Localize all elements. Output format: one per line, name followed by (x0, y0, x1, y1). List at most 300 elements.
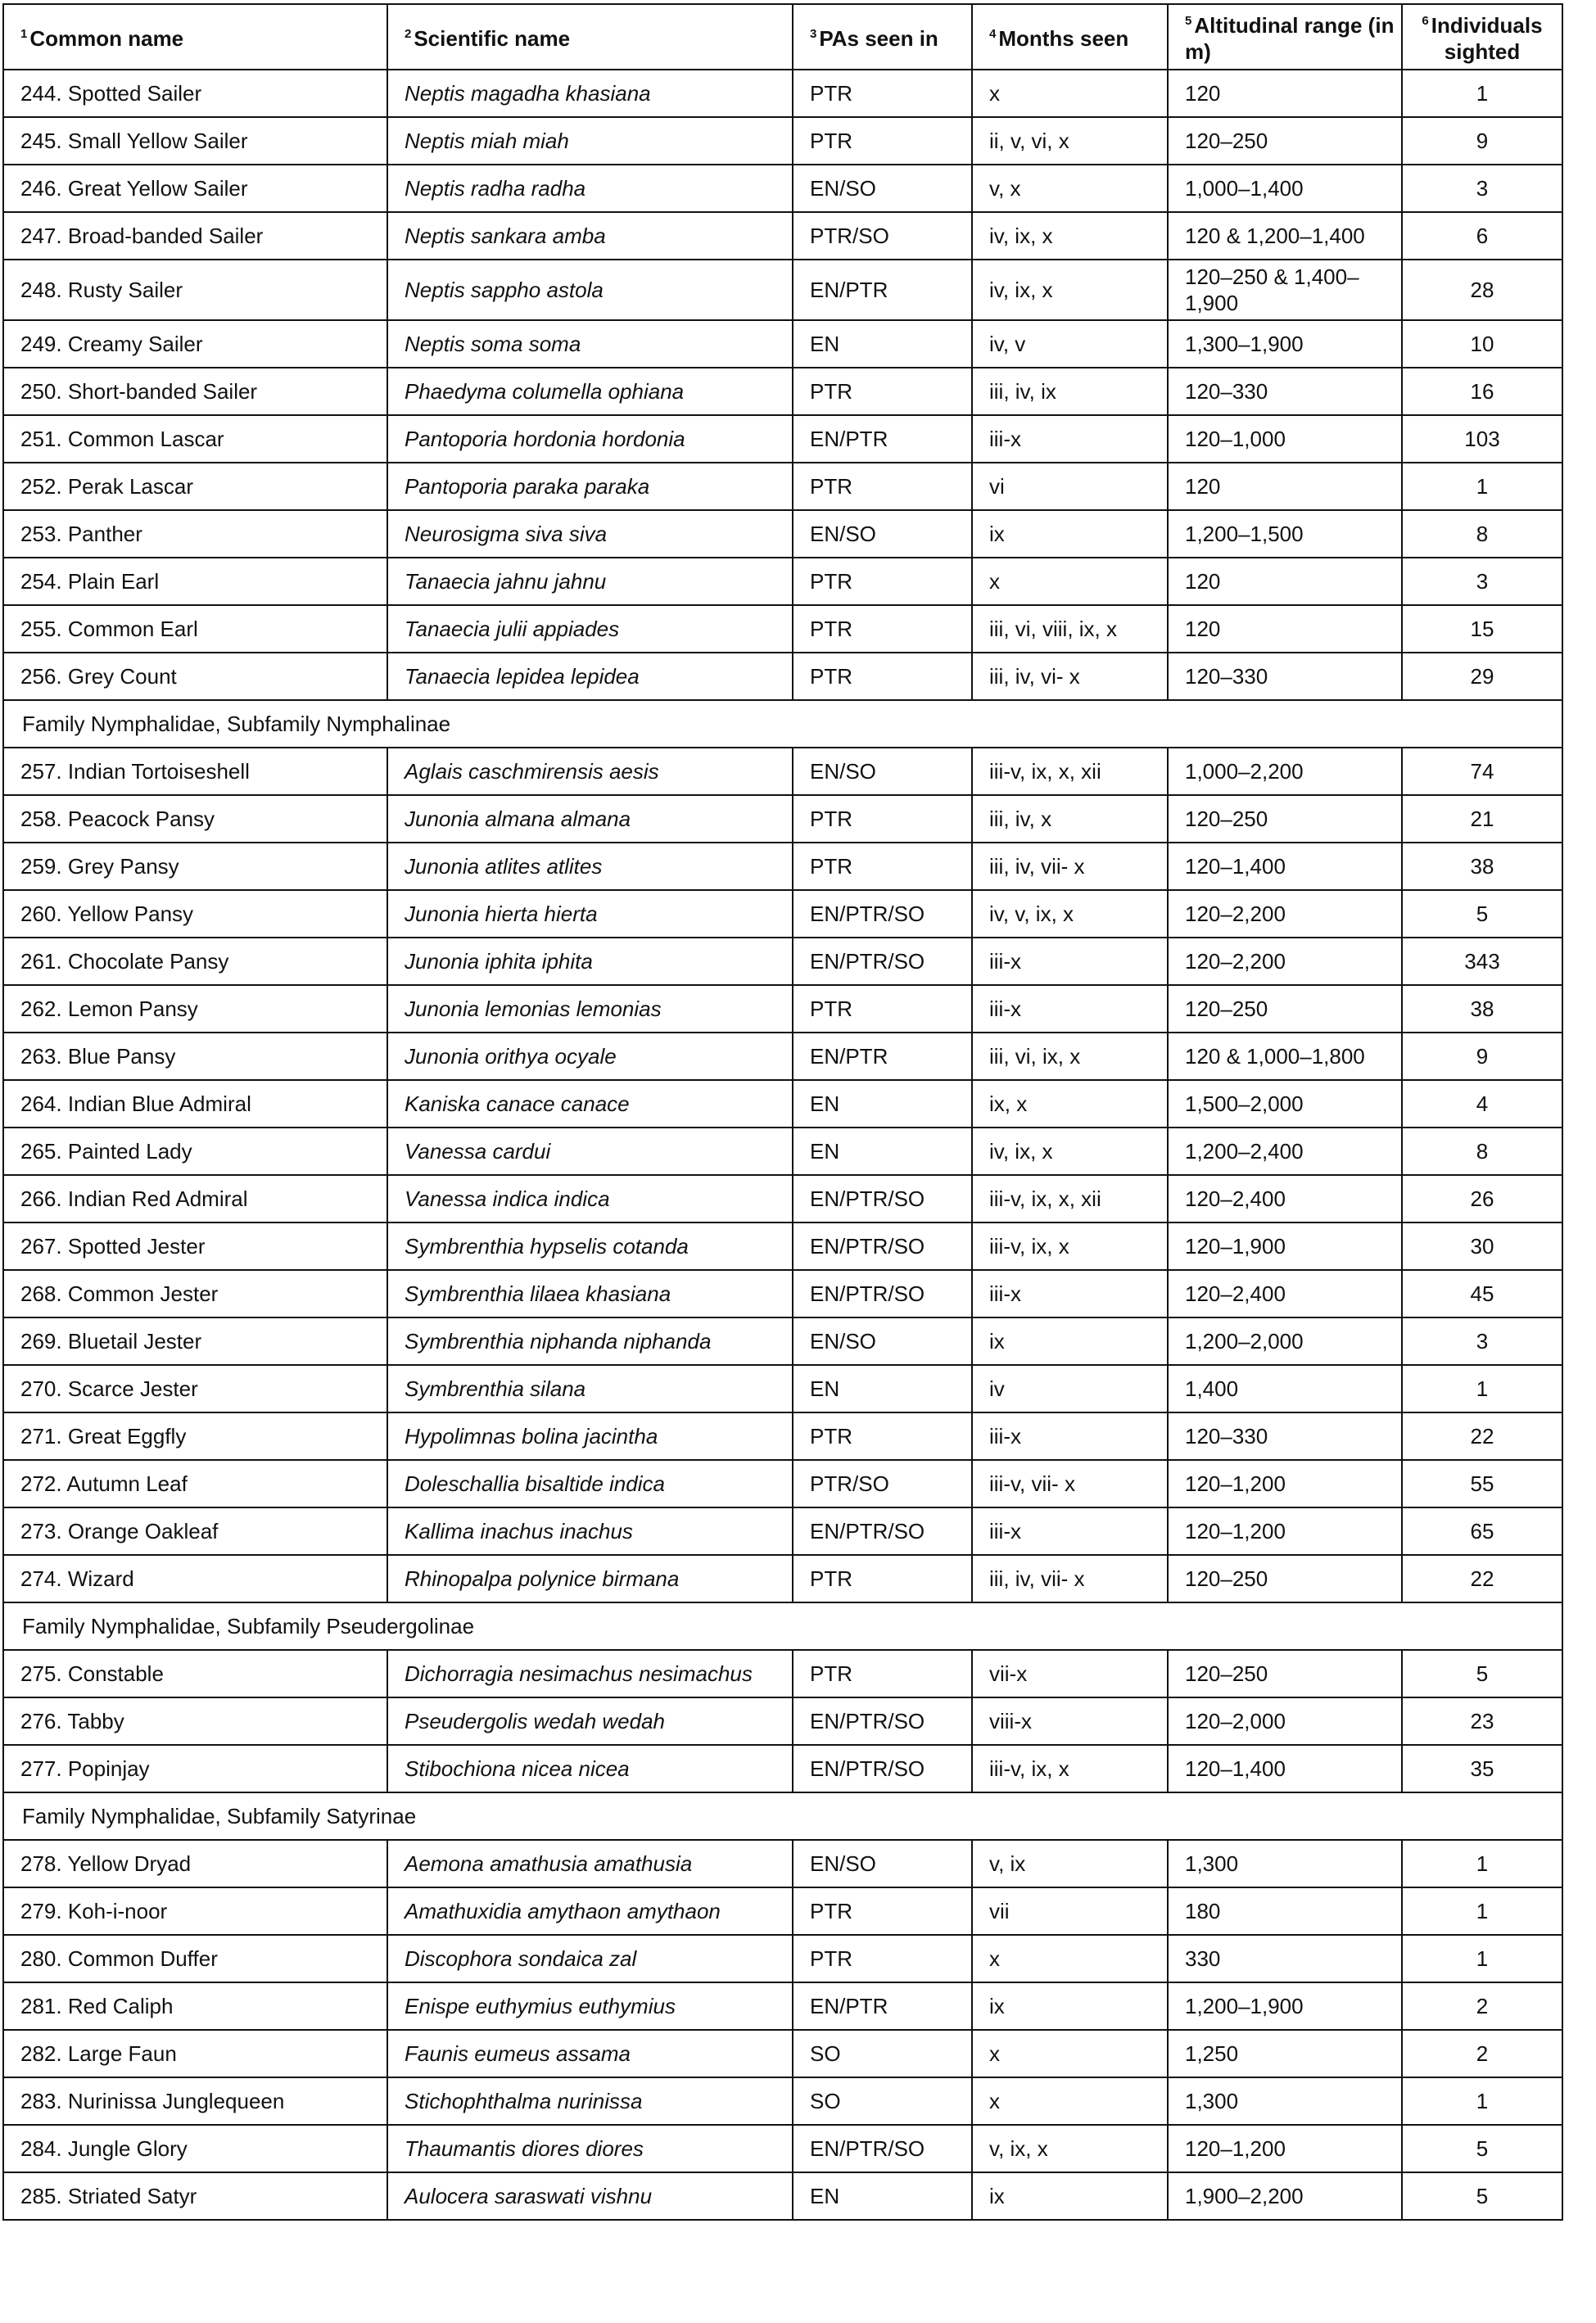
months-cell: iii, iv, vi- x (972, 653, 1168, 700)
individuals-cell: 6 (1402, 212, 1562, 260)
common-name-cell: 247. Broad-banded Sailer (3, 212, 387, 260)
months-cell: x (972, 558, 1168, 605)
months-cell: v, ix, x (972, 2125, 1168, 2172)
months-cell: iii, vi, viii, ix, x (972, 605, 1168, 653)
months-cell: iii, iv, ix (972, 368, 1168, 415)
individuals-cell: 103 (1402, 415, 1562, 463)
scientific-name-cell: Discophora sondaica zal (387, 1935, 793, 1982)
common-name-cell: 245. Small Yellow Sailer (3, 117, 387, 165)
months-cell: iii-x (972, 1270, 1168, 1317)
months-cell: ix (972, 1317, 1168, 1365)
header-common-name: $^1$ Common name (3, 4, 387, 70)
scientific-name-cell: Junonia iphita iphita (387, 938, 793, 985)
scientific-name-cell: Enispe euthymius euthymius (387, 1982, 793, 2030)
altitude-range-cell: 120–2,400 (1168, 1175, 1402, 1223)
individuals-cell: 45 (1402, 1270, 1562, 1317)
individuals-cell: 1 (1402, 1935, 1562, 1982)
altitude-range-cell: 120–2,200 (1168, 890, 1402, 938)
scientific-name-cell: Neptis miah miah (387, 117, 793, 165)
pas-cell: EN (793, 1080, 972, 1128)
altitude-range-cell: 120–250 (1168, 985, 1402, 1033)
common-name-cell: 281. Red Caliph (3, 1982, 387, 2030)
months-cell: iii-x (972, 1412, 1168, 1460)
pas-cell: EN/PTR (793, 260, 972, 320)
months-cell: iii-v, ix, x, xii (972, 748, 1168, 795)
individuals-cell: 1 (1402, 1365, 1562, 1412)
months-cell: x (972, 1935, 1168, 1982)
altitude-range-cell: 120 & 1,000–1,800 (1168, 1033, 1402, 1080)
common-name-cell: 270. Scarce Jester (3, 1365, 387, 1412)
scientific-name-cell: Junonia orithya ocyale (387, 1033, 793, 1080)
scientific-name-cell: Symbrenthia silana (387, 1365, 793, 1412)
individuals-cell: 65 (1402, 1507, 1562, 1555)
individuals-cell: 9 (1402, 1033, 1562, 1080)
pas-cell: EN (793, 320, 972, 368)
table-row (3, 1650, 1562, 1697)
individuals-cell: 8 (1402, 510, 1562, 558)
altitude-range-cell: 1,300 (1168, 1840, 1402, 1887)
common-name-cell: 252. Perak Lascar (3, 463, 387, 510)
pas-cell: EN/SO (793, 748, 972, 795)
months-cell: iii-v, ix, x, xii (972, 1175, 1168, 1223)
pas-cell: PTR (793, 605, 972, 653)
scientific-name-cell: Symbrenthia niphanda niphanda (387, 1317, 793, 1365)
table-row (3, 1460, 1562, 1507)
altitude-range-cell: 120–2,000 (1168, 1697, 1402, 1745)
common-name-cell: 274. Wizard (3, 1555, 387, 1602)
pas-cell: EN/PTR/SO (793, 1270, 972, 1317)
common-name-cell: 264. Indian Blue Admiral (3, 1080, 387, 1128)
individuals-cell: 2 (1402, 1982, 1562, 2030)
pas-cell: PTR (793, 1650, 972, 1697)
table-row (3, 1365, 1562, 1412)
common-name-cell: 250. Short-banded Sailer (3, 368, 387, 415)
scientific-name-cell: Pseudergolis wedah wedah (387, 1697, 793, 1745)
table-row (3, 2077, 1562, 2125)
pas-cell: EN/PTR/SO (793, 1745, 972, 1792)
months-cell: vii-x (972, 1650, 1168, 1697)
altitude-range-cell: 1,300 (1168, 2077, 1402, 2125)
common-name-cell: 271. Great Eggfly (3, 1412, 387, 1460)
individuals-cell: 16 (1402, 368, 1562, 415)
scientific-name-cell: Junonia hierta hierta (387, 890, 793, 938)
pas-cell: PTR/SO (793, 1460, 972, 1507)
pas-cell: EN (793, 2172, 972, 2220)
table-row (3, 1128, 1562, 1175)
months-cell: viii-x (972, 1697, 1168, 1745)
altitude-range-cell: 120–1,000 (1168, 415, 1402, 463)
scientific-name-cell: Symbrenthia hypselis cotanda (387, 1223, 793, 1270)
scientific-name-cell: Junonia lemonias lemonias (387, 985, 793, 1033)
table-row (3, 1697, 1562, 1745)
pas-cell: EN/SO (793, 1317, 972, 1365)
altitude-range-cell: 120–330 (1168, 368, 1402, 415)
scientific-name-cell: Aulocera saraswati vishnu (387, 2172, 793, 2220)
common-name-cell: 266. Indian Red Admiral (3, 1175, 387, 1223)
individuals-cell: 1 (1402, 1887, 1562, 1935)
scientific-name-cell: Neptis soma soma (387, 320, 793, 368)
altitude-range-cell: 1,500–2,000 (1168, 1080, 1402, 1128)
table-row (3, 212, 1562, 260)
table-row (3, 1935, 1562, 1982)
months-cell: iii, iv, x (972, 795, 1168, 843)
individuals-cell: 1 (1402, 70, 1562, 117)
individuals-cell: 23 (1402, 1697, 1562, 1745)
table-row (3, 1555, 1562, 1602)
pas-cell: PTR (793, 1887, 972, 1935)
altitude-range-cell: 120–1,900 (1168, 1223, 1402, 1270)
months-cell: v, x (972, 165, 1168, 212)
pas-cell: EN/PTR (793, 1033, 972, 1080)
pas-cell: PTR (793, 985, 972, 1033)
scientific-name-cell: Faunis eumeus assama (387, 2030, 793, 2077)
months-cell: ix (972, 510, 1168, 558)
common-name-cell: 251. Common Lascar (3, 415, 387, 463)
altitude-range-cell: 1,200–1,900 (1168, 1982, 1402, 2030)
months-cell: vii (972, 1887, 1168, 1935)
individuals-cell: 1 (1402, 463, 1562, 510)
common-name-cell: 265. Painted Lady (3, 1128, 387, 1175)
common-name-cell: 282. Large Faun (3, 2030, 387, 2077)
scientific-name-cell: Kaniska canace canace (387, 1080, 793, 1128)
common-name-cell: 276. Tabby (3, 1697, 387, 1745)
table-row (3, 1507, 1562, 1555)
months-cell: iv, v (972, 320, 1168, 368)
common-name-cell: 263. Blue Pansy (3, 1033, 387, 1080)
pas-cell: PTR (793, 368, 972, 415)
altitude-range-cell: 120–250 (1168, 795, 1402, 843)
table-row (3, 510, 1562, 558)
table-row (3, 1175, 1562, 1223)
altitude-range-cell: 1,250 (1168, 2030, 1402, 2077)
individuals-cell: 22 (1402, 1412, 1562, 1460)
months-cell: iii, iv, vii- x (972, 1555, 1168, 1602)
common-name-cell: 249. Creamy Sailer (3, 320, 387, 368)
family-group-label: Family Nymphalidae, Subfamily Satyrinae (3, 1792, 1562, 1840)
individuals-cell: 15 (1402, 605, 1562, 653)
individuals-cell: 22 (1402, 1555, 1562, 1602)
months-cell: iii, vi, ix, x (972, 1033, 1168, 1080)
months-cell: ix (972, 2172, 1168, 2220)
individuals-cell: 4 (1402, 1080, 1562, 1128)
common-name-cell: 272. Autumn Leaf (3, 1460, 387, 1507)
table-row (3, 1270, 1562, 1317)
individuals-cell: 1 (1402, 2077, 1562, 2125)
pas-cell: EN/PTR/SO (793, 890, 972, 938)
table-row (3, 748, 1562, 795)
individuals-cell: 38 (1402, 843, 1562, 890)
pas-cell: EN/PTR/SO (793, 1697, 972, 1745)
pas-cell: EN/PTR/SO (793, 2125, 972, 2172)
table-row (3, 938, 1562, 985)
header-individuals-sighted: $^6$ Individuals sighted (1402, 4, 1562, 70)
common-name-cell: 253. Panther (3, 510, 387, 558)
table-body (3, 70, 1562, 2220)
scientific-name-cell: Symbrenthia lilaea khasiana (387, 1270, 793, 1317)
scientific-name-cell: Thaumantis diores diores (387, 2125, 793, 2172)
scientific-name-cell: Tanaecia julii appiades (387, 605, 793, 653)
months-cell: x (972, 70, 1168, 117)
altitude-range-cell: 1,000–1,400 (1168, 165, 1402, 212)
pas-cell: EN/PTR (793, 1982, 972, 2030)
table-row (3, 463, 1562, 510)
pas-cell: EN/PTR/SO (793, 1175, 972, 1223)
scientific-name-cell: Tanaecia jahnu jahnu (387, 558, 793, 605)
individuals-cell: 1 (1402, 1840, 1562, 1887)
table-row (3, 605, 1562, 653)
common-name-cell: 260. Yellow Pansy (3, 890, 387, 938)
individuals-cell: 8 (1402, 1128, 1562, 1175)
individuals-cell: 3 (1402, 1317, 1562, 1365)
individuals-cell: 30 (1402, 1223, 1562, 1270)
table-row (3, 1840, 1562, 1887)
individuals-cell: 5 (1402, 1650, 1562, 1697)
altitude-range-cell: 120 (1168, 558, 1402, 605)
scientific-name-cell: Neptis magadha khasiana (387, 70, 793, 117)
common-name-cell: 280. Common Duffer (3, 1935, 387, 1982)
family-group-row (3, 700, 1562, 748)
individuals-cell: 38 (1402, 985, 1562, 1033)
altitude-range-cell: 1,000–2,200 (1168, 748, 1402, 795)
altitude-range-cell: 1,900–2,200 (1168, 2172, 1402, 2220)
months-cell: iv (972, 1365, 1168, 1412)
pas-cell: SO (793, 2077, 972, 2125)
table-row (3, 2125, 1562, 2172)
common-name-cell: 277. Popinjay (3, 1745, 387, 1792)
table-row (3, 320, 1562, 368)
common-name-cell: 283. Nurinissa Junglequeen (3, 2077, 387, 2125)
table-row (3, 1033, 1562, 1080)
months-cell: iii-v, ix, x (972, 1223, 1168, 1270)
common-name-cell: 273. Orange Oakleaf (3, 1507, 387, 1555)
scientific-name-cell: Vanessa cardui (387, 1128, 793, 1175)
individuals-cell: 2 (1402, 2030, 1562, 2077)
header-altitudinal-range: $^5$ Altitudinal range (in m) (1168, 4, 1402, 70)
scientific-name-cell: Dichorragia nesimachus nesimachus (387, 1650, 793, 1697)
pas-cell: EN (793, 1128, 972, 1175)
scientific-name-cell: Neptis radha radha (387, 165, 793, 212)
months-cell: iii, iv, vii- x (972, 843, 1168, 890)
altitude-range-cell: 120 (1168, 70, 1402, 117)
altitude-range-cell: 180 (1168, 1887, 1402, 1935)
table-row (3, 1745, 1562, 1792)
header-row (3, 4, 1562, 70)
common-name-cell: 256. Grey Count (3, 653, 387, 700)
table-row (3, 1223, 1562, 1270)
common-name-cell: 257. Indian Tortoiseshell (3, 748, 387, 795)
altitude-range-cell: 120 & 1,200–1,400 (1168, 212, 1402, 260)
pas-cell: PTR (793, 795, 972, 843)
individuals-cell: 29 (1402, 653, 1562, 700)
common-name-cell: 268. Common Jester (3, 1270, 387, 1317)
table-row (3, 368, 1562, 415)
altitude-range-cell: 120–2,400 (1168, 1270, 1402, 1317)
table-row (3, 653, 1562, 700)
table-row (3, 985, 1562, 1033)
pas-cell: EN/SO (793, 1840, 972, 1887)
common-name-cell: 254. Plain Earl (3, 558, 387, 605)
months-cell: iii-x (972, 1507, 1168, 1555)
scientific-name-cell: Junonia almana almana (387, 795, 793, 843)
altitude-range-cell: 1,200–1,500 (1168, 510, 1402, 558)
scientific-name-cell: Amathuxidia amythaon amythaon (387, 1887, 793, 1935)
common-name-cell: 244. Spotted Sailer (3, 70, 387, 117)
altitude-range-cell: 120–330 (1168, 1412, 1402, 1460)
table-row (3, 70, 1562, 117)
scientific-name-cell: Stichophthalma nurinissa (387, 2077, 793, 2125)
scientific-name-cell: Junonia atlites atlites (387, 843, 793, 890)
pas-cell: PTR (793, 70, 972, 117)
table-row (3, 890, 1562, 938)
pas-cell: PTR (793, 1935, 972, 1982)
common-name-cell: 248. Rusty Sailer (3, 260, 387, 320)
table-row (3, 558, 1562, 605)
table-row (3, 2172, 1562, 2220)
altitude-range-cell: 120–250 & 1,400–1,900 (1168, 260, 1402, 320)
header-pas-seen-in: $^3$ PAs seen in (793, 4, 972, 70)
months-cell: vi (972, 463, 1168, 510)
scientific-name-cell: Rhinopalpa polynice birmana (387, 1555, 793, 1602)
altitude-range-cell: 1,200–2,400 (1168, 1128, 1402, 1175)
common-name-cell: 255. Common Earl (3, 605, 387, 653)
individuals-cell: 55 (1402, 1460, 1562, 1507)
altitude-range-cell: 330 (1168, 1935, 1402, 1982)
pas-cell: PTR (793, 117, 972, 165)
altitude-range-cell: 120–1,200 (1168, 1460, 1402, 1507)
pas-cell: SO (793, 2030, 972, 2077)
altitude-range-cell: 1,300–1,900 (1168, 320, 1402, 368)
individuals-cell: 35 (1402, 1745, 1562, 1792)
individuals-cell: 3 (1402, 165, 1562, 212)
altitude-range-cell: 120–1,200 (1168, 2125, 1402, 2172)
table-row (3, 165, 1562, 212)
scientific-name-cell: Pantoporia paraka paraka (387, 463, 793, 510)
individuals-cell: 3 (1402, 558, 1562, 605)
months-cell: iii-v, vii- x (972, 1460, 1168, 1507)
common-name-cell: 278. Yellow Dryad (3, 1840, 387, 1887)
months-cell: iii-v, ix, x (972, 1745, 1168, 1792)
pas-cell: PTR (793, 843, 972, 890)
months-cell: iv, ix, x (972, 212, 1168, 260)
individuals-cell: 5 (1402, 2125, 1562, 2172)
table-row (3, 2030, 1562, 2077)
months-cell: ii, v, vi, x (972, 117, 1168, 165)
pas-cell: PTR/SO (793, 212, 972, 260)
individuals-cell: 343 (1402, 938, 1562, 985)
pas-cell: EN/PTR (793, 415, 972, 463)
individuals-cell: 74 (1402, 748, 1562, 795)
family-group-row (3, 1792, 1562, 1840)
pas-cell: PTR (793, 1412, 972, 1460)
scientific-name-cell: Pantoporia hordonia hordonia (387, 415, 793, 463)
altitude-range-cell: 120 (1168, 605, 1402, 653)
individuals-cell: 26 (1402, 1175, 1562, 1223)
altitude-range-cell: 120–250 (1168, 1650, 1402, 1697)
months-cell: x (972, 2030, 1168, 2077)
individuals-cell: 5 (1402, 890, 1562, 938)
pas-cell: PTR (793, 1555, 972, 1602)
common-name-cell: 275. Constable (3, 1650, 387, 1697)
table-row (3, 843, 1562, 890)
individuals-cell: 21 (1402, 795, 1562, 843)
common-name-cell: 269. Bluetail Jester (3, 1317, 387, 1365)
common-name-cell: 258. Peacock Pansy (3, 795, 387, 843)
table-row (3, 415, 1562, 463)
months-cell: iii-x (972, 985, 1168, 1033)
family-group-label: Family Nymphalidae, Subfamily Nymphalinae (3, 700, 1562, 748)
table-row (3, 795, 1562, 843)
table-row (3, 260, 1562, 320)
scientific-name-cell: Tanaecia lepidea lepidea (387, 653, 793, 700)
common-name-cell: 284. Jungle Glory (3, 2125, 387, 2172)
scientific-name-cell: Neptis sankara amba (387, 212, 793, 260)
scientific-name-cell: Neurosigma siva siva (387, 510, 793, 558)
pas-cell: EN/SO (793, 165, 972, 212)
months-cell: ix (972, 1982, 1168, 2030)
months-cell: iv, ix, x (972, 260, 1168, 320)
altitude-range-cell: 1,200–2,000 (1168, 1317, 1402, 1365)
family-group-row (3, 1602, 1562, 1650)
common-name-cell: 261. Chocolate Pansy (3, 938, 387, 985)
altitude-range-cell: 120–1,400 (1168, 1745, 1402, 1792)
scientific-name-cell: Vanessa indica indica (387, 1175, 793, 1223)
altitude-range-cell: 120–1,200 (1168, 1507, 1402, 1555)
altitude-range-cell: 120–1,400 (1168, 843, 1402, 890)
altitude-range-cell: 120 (1168, 463, 1402, 510)
species-table (2, 3, 1563, 2221)
common-name-cell: 267. Spotted Jester (3, 1223, 387, 1270)
months-cell: iii-x (972, 415, 1168, 463)
pas-cell: EN/PTR/SO (793, 938, 972, 985)
individuals-cell: 9 (1402, 117, 1562, 165)
common-name-cell: 246. Great Yellow Sailer (3, 165, 387, 212)
scientific-name-cell: Doleschallia bisaltide indica (387, 1460, 793, 1507)
table-row (3, 117, 1562, 165)
common-name-cell: 262. Lemon Pansy (3, 985, 387, 1033)
scientific-name-cell: Aglais caschmirensis aesis (387, 748, 793, 795)
pas-cell: EN/PTR/SO (793, 1507, 972, 1555)
months-cell: iv, ix, x (972, 1128, 1168, 1175)
months-cell: v, ix (972, 1840, 1168, 1887)
months-cell: x (972, 2077, 1168, 2125)
altitude-range-cell: 120–250 (1168, 1555, 1402, 1602)
table-row (3, 1982, 1562, 2030)
species-table-container (2, 3, 1562, 2221)
table-row (3, 1887, 1562, 1935)
months-cell: iii-x (972, 938, 1168, 985)
pas-cell: PTR (793, 463, 972, 510)
individuals-cell: 5 (1402, 2172, 1562, 2220)
months-cell: ix, x (972, 1080, 1168, 1128)
scientific-name-cell: Aemona amathusia amathusia (387, 1840, 793, 1887)
header-months-seen: $^4$ Months seen (972, 4, 1168, 70)
table-row (3, 1080, 1562, 1128)
pas-cell: PTR (793, 653, 972, 700)
common-name-cell: 285. Striated Satyr (3, 2172, 387, 2220)
pas-cell: PTR (793, 558, 972, 605)
pas-cell: EN/PTR/SO (793, 1223, 972, 1270)
altitude-range-cell: 120–250 (1168, 117, 1402, 165)
table-row (3, 1317, 1562, 1365)
individuals-cell: 10 (1402, 320, 1562, 368)
scientific-name-cell: Phaedyma columella ophiana (387, 368, 793, 415)
table-row (3, 1412, 1562, 1460)
altitude-range-cell: 1,400 (1168, 1365, 1402, 1412)
common-name-cell: 259. Grey Pansy (3, 843, 387, 890)
scientific-name-cell: Neptis sappho astola (387, 260, 793, 320)
scientific-name-cell: Hypolimnas bolina jacintha (387, 1412, 793, 1460)
scientific-name-cell: Stibochiona nicea nicea (387, 1745, 793, 1792)
